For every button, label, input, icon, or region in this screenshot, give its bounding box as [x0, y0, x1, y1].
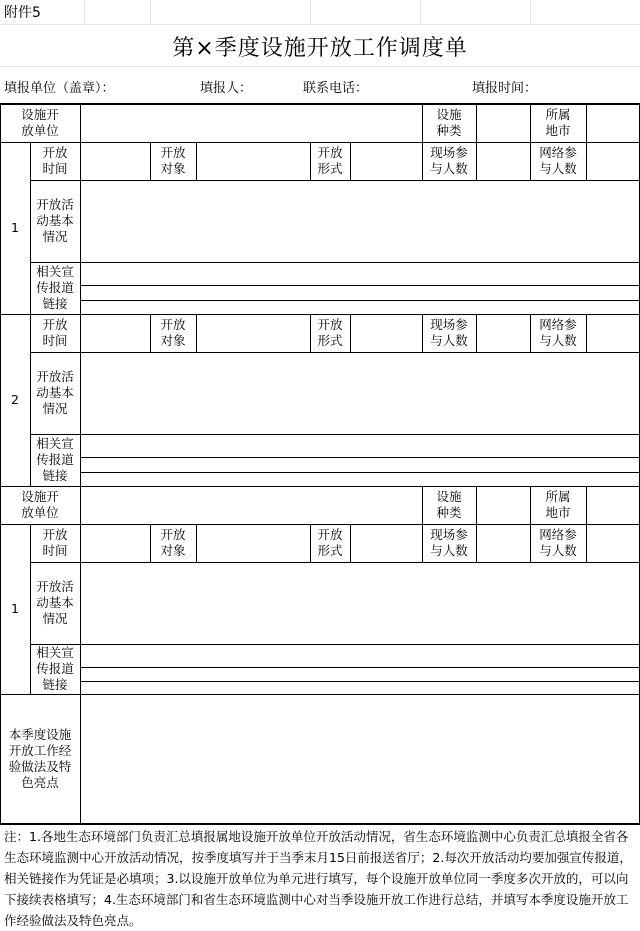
onsite-participants-label: 现场参 与人数	[430, 145, 468, 176]
open-time-label: 开放 时间	[42, 317, 68, 348]
table-rule	[30, 434, 640, 435]
table-rule	[80, 667, 640, 668]
facility-type-label: 设施 种类	[436, 489, 462, 520]
facility-type-label: 设施 种类	[436, 107, 462, 138]
publicity-links-label: 相关宣 传报道 链接	[36, 264, 74, 311]
table-rule	[80, 285, 640, 286]
table-rule	[350, 314, 351, 353]
table-rule	[30, 562, 640, 563]
onsite-participants-label: 现场参 与人数	[430, 317, 468, 348]
table-rule	[30, 180, 640, 181]
table-rule	[196, 524, 197, 563]
table-rule	[476, 486, 477, 525]
table-rule	[422, 524, 423, 563]
table-rule	[586, 142, 587, 181]
open-object-label: 开放 对象	[160, 145, 186, 176]
table-rule	[476, 524, 477, 563]
table-rule	[80, 681, 640, 682]
table-rule	[30, 142, 31, 315]
table-rule	[586, 104, 587, 143]
header-unit: 填报单位（盖章）：	[4, 81, 115, 96]
header-filler: 填报人：	[200, 81, 253, 96]
open-object-label: 开放 对象	[160, 317, 186, 348]
table-rule	[80, 562, 81, 695]
online-participants-label: 网络参 与人数	[539, 527, 577, 558]
table-rule	[0, 823, 640, 825]
table-rule	[150, 314, 151, 353]
table-rule	[196, 142, 197, 181]
publicity-links-label: 相关宣 传报道 链接	[36, 436, 74, 483]
table-rule	[310, 524, 311, 563]
facility-unit-label: 设施开 放单位	[21, 107, 59, 138]
open-time-label: 开放 时间	[42, 527, 68, 558]
table-rule	[80, 472, 640, 473]
table-rule	[80, 314, 81, 353]
experience-label: 本季度设施 开放工作经 验做法及特 色亮点	[8, 727, 72, 790]
table-rule	[0, 694, 640, 695]
open-time-label: 开放 时间	[42, 145, 68, 176]
block-number: 1	[11, 220, 19, 235]
facility-unit-label: 设施开 放单位	[21, 489, 59, 520]
table-rule	[530, 314, 531, 353]
table-rule	[476, 314, 477, 353]
table-rule	[586, 314, 587, 353]
table-rule	[586, 486, 587, 525]
table-rule	[530, 524, 531, 563]
header-time: 填报时间：	[472, 81, 538, 96]
table-rule	[150, 524, 151, 563]
open-form-label: 开放 形式	[317, 527, 343, 558]
open-form-label: 开放 形式	[317, 145, 343, 176]
table-rule	[30, 352, 640, 353]
publicity-links-label: 相关宣 传报道 链接	[36, 645, 74, 692]
table-rule	[422, 104, 423, 143]
table-rule	[530, 142, 531, 181]
table-rule	[80, 142, 81, 181]
table-rule	[350, 524, 351, 563]
table-rule	[476, 104, 477, 143]
table-rule	[30, 644, 640, 645]
onsite-participants-label: 现场参 与人数	[430, 527, 468, 558]
table-rule	[476, 142, 477, 181]
open-form-label: 开放 形式	[317, 317, 343, 348]
table-rule	[80, 694, 81, 825]
block-number: 2	[11, 392, 19, 407]
table-rule	[80, 180, 81, 315]
table-rule	[586, 524, 587, 563]
table-rule	[422, 142, 423, 181]
table-rule	[530, 486, 531, 525]
table-rule	[422, 486, 423, 525]
table-rule	[310, 314, 311, 353]
header-phone: 联系电话：	[303, 81, 369, 96]
table-rule	[350, 142, 351, 181]
region-label: 所属 地市	[545, 107, 571, 138]
block-number: 1	[11, 601, 19, 616]
region-label: 所属 地市	[545, 489, 571, 520]
table-rule	[196, 314, 197, 353]
table-rule	[0, 104, 1, 825]
page-title: 第×季度设施开放工作调度单	[172, 36, 468, 61]
table-rule	[80, 352, 81, 487]
activity-info-label: 开放活 动基本 情况	[36, 197, 74, 244]
activity-info-label: 开放活 动基本 情况	[36, 579, 74, 626]
table-rule	[80, 524, 81, 563]
table-rule	[422, 314, 423, 353]
table-rule	[150, 142, 151, 181]
table-rule	[530, 104, 531, 143]
open-object-label: 开放 对象	[160, 527, 186, 558]
activity-info-label: 开放活 动基本 情况	[36, 369, 74, 416]
attachment-label: 附件5	[4, 5, 41, 21]
table-rule	[80, 300, 640, 301]
table-rule	[30, 524, 31, 695]
footnote: 注：1.各地生态环境部门负责汇总填报属地设施开放单位开放活动情况，省生态环境监测中心负责汇总填报全省各生态环境监测中心开放活动情况，按季度填写并于当季末月15日前报送省厅；2.每次开放活动均要加强宣传报道，相关链接作为凭证是必填项；3.以设施开放单位为单元进行填写，每个设施开放单位同一季度多次开放的，可以向下接续表格填写；4.生态环境部门和省生态环境监测中心对当季设施开放工作进行总结，并填写本季度设施开放工作经验做法及特色亮点。	[4, 829, 632, 928]
table-rule	[310, 142, 311, 181]
table-rule	[30, 262, 640, 263]
table-rule	[80, 486, 81, 525]
table-rule	[30, 314, 31, 487]
table-rule	[80, 104, 81, 143]
online-participants-label: 网络参 与人数	[539, 145, 577, 176]
table-rule	[80, 457, 640, 458]
online-participants-label: 网络参 与人数	[539, 317, 577, 348]
